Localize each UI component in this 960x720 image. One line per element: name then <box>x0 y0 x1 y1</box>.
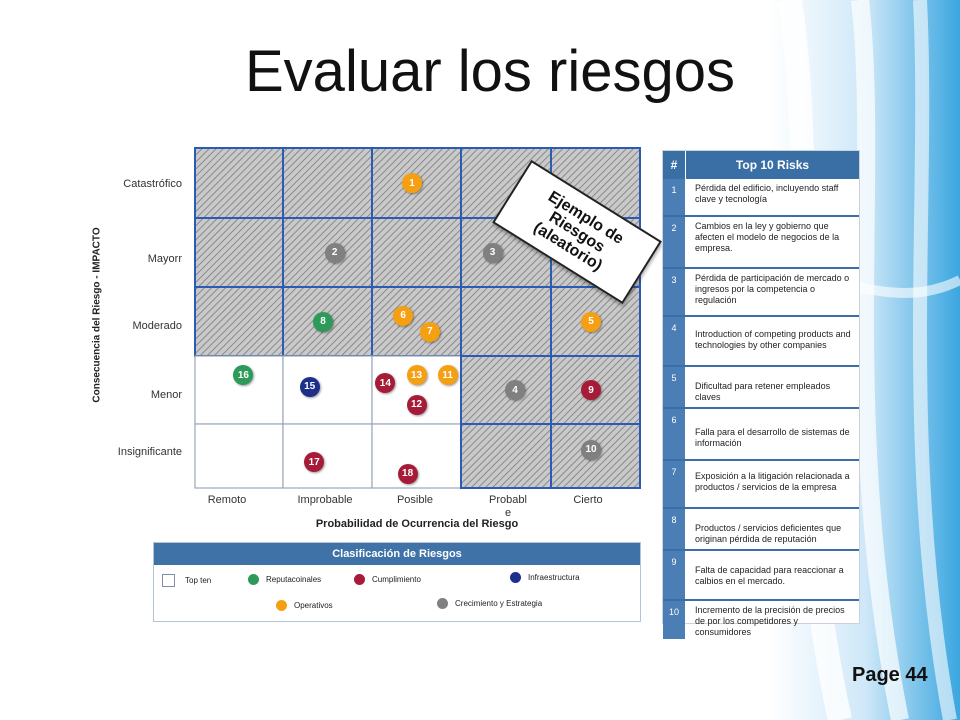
row-text: Falta de capacidad para reaccionar a calbios en el mercado. <box>695 565 844 586</box>
risk-dot: 4 <box>505 380 525 400</box>
row-text: Exposición a la litigación relacionada a productos / servicios de la empresa <box>695 471 850 492</box>
risk-dot: 16 <box>233 365 253 385</box>
table-header <box>663 151 859 179</box>
row-text: Dificultad para retener empleados claves <box>695 381 831 402</box>
matrix-cell <box>283 356 372 424</box>
risk-dot: 8 <box>313 312 333 332</box>
row-label-mayor: Mayorr <box>147 253 182 265</box>
row-number: 8 <box>663 509 685 549</box>
risk-dot: 9 <box>581 380 601 400</box>
row-text: Pérdida de participación de mercado o ingresos por la competencia o regulación <box>695 273 850 305</box>
operativos-swatch <box>276 600 287 611</box>
legend-top-ten-label: Top ten <box>185 576 212 585</box>
table-row <box>663 601 859 639</box>
crecimiento-swatch <box>437 598 448 609</box>
table-row <box>663 179 859 217</box>
header-title: Top 10 Risks <box>686 151 859 179</box>
risk-dot: 14 <box>375 373 395 393</box>
row-number: 4 <box>663 317 685 365</box>
risk-dot: 12 <box>407 395 427 415</box>
table-row <box>663 367 859 409</box>
row-label-insignificante: Insignificante <box>117 446 182 458</box>
infraestructura-swatch <box>510 572 521 583</box>
matrix-cell <box>283 424 372 488</box>
row-number: 10 <box>663 601 685 639</box>
legend-infraestructura-label: Infraestructura <box>528 573 580 582</box>
table-row <box>663 551 859 601</box>
table-row <box>663 509 859 551</box>
top-ten-swatch <box>162 574 175 587</box>
row-label-catastrofico: Catastrófico <box>123 178 182 190</box>
row-text: Pérdida del edificio, incluyendo staff clave y tecnología <box>695 183 839 204</box>
row-text: Falla para el desarrollo de sistemas de información <box>695 427 850 448</box>
legend-operativos <box>276 600 333 611</box>
table-row <box>663 409 859 461</box>
legend <box>153 542 641 622</box>
table-row <box>663 269 859 317</box>
risk-dot: 10 <box>581 440 601 460</box>
col-label-cierto: Cierto <box>573 494 603 506</box>
row-label-menor: Menor <box>150 389 182 401</box>
risk-dot: 18 <box>398 464 418 484</box>
row-number: 6 <box>663 409 685 459</box>
row-text: Incremento de la precisión de precios de por los competidores y consumidores <box>695 605 845 637</box>
header-number: # <box>663 151 686 179</box>
matrix-cell <box>195 424 283 488</box>
col-label-improbable: Improbable <box>297 494 353 506</box>
matrix-cell <box>195 218 283 287</box>
legend-operativos-label: Operativos <box>294 601 333 610</box>
risk-dot: 3 <box>483 243 503 263</box>
legend-title: Clasificación de Riesgos <box>154 543 640 565</box>
page-number: Page 44 <box>852 664 928 686</box>
legend-reputacionales-label: Reputacoinales <box>266 575 322 584</box>
risk-dot: 17 <box>304 452 324 472</box>
risk-dot: 2 <box>325 243 345 263</box>
row-number: 9 <box>663 551 685 599</box>
risk-dot: 1 <box>402 173 422 193</box>
legend-reputacionales <box>248 574 321 585</box>
legend-crecimiento-label: Crecimiento y Estrategia <box>455 599 543 608</box>
row-number: 5 <box>663 367 685 407</box>
row-label-moderado: Moderado <box>132 320 182 332</box>
cumplimiento-swatch <box>354 574 365 585</box>
slide-title: Evaluar los riesgos <box>245 39 735 104</box>
matrix-cell <box>372 218 461 287</box>
risk-dot: 13 <box>407 365 427 385</box>
row-text: Introduction of competing products and technologies by other companies <box>695 329 851 350</box>
y-axis-label: Consecuencia del Riesgo - IMPACTO <box>91 227 103 403</box>
matrix-cell <box>195 148 283 218</box>
legend-top-ten <box>162 574 211 587</box>
row-number: 2 <box>663 217 685 267</box>
reputacionales-swatch <box>248 574 259 585</box>
matrix-cell <box>195 287 283 356</box>
col-label-remoto: Remoto <box>207 494 247 506</box>
row-text: Productos / servicios deficientes que originan pérdida de reputación <box>695 523 842 544</box>
legend-infraestructura <box>510 572 580 583</box>
risk-dot: 15 <box>300 377 320 397</box>
risk-dot: 7 <box>420 322 440 342</box>
matrix-cell <box>283 148 372 218</box>
col-label-posible: Posible <box>396 494 434 506</box>
top-ten-risks-table <box>662 150 860 637</box>
matrix-cell <box>372 287 461 356</box>
example-stamp-text: Ejemplo de Riesgos (aleatorio) <box>530 187 627 275</box>
legend-cumplimiento-label: Cumplimiento <box>372 575 421 584</box>
row-number: 7 <box>663 461 685 507</box>
x-axis-label: Probabilidad de Ocurrencia del Riesgo <box>315 518 519 530</box>
matrix-cell <box>461 287 551 356</box>
legend-crecimiento <box>437 598 542 609</box>
table-row <box>663 217 859 269</box>
row-text: Cambios en la ley y gobierno que afecten el modelo de negocios de la empresa. <box>695 221 840 253</box>
col-label-probable: Probabl e <box>489 494 527 519</box>
table-row <box>663 461 859 509</box>
row-number: 1 <box>663 179 685 215</box>
risk-dot: 5 <box>581 312 601 332</box>
legend-cumplimiento <box>354 574 421 585</box>
risk-dot: 6 <box>393 306 413 326</box>
risk-dot: 11 <box>438 365 458 385</box>
row-number: 3 <box>663 269 685 315</box>
table-row <box>663 317 859 367</box>
matrix-cell <box>461 424 551 488</box>
